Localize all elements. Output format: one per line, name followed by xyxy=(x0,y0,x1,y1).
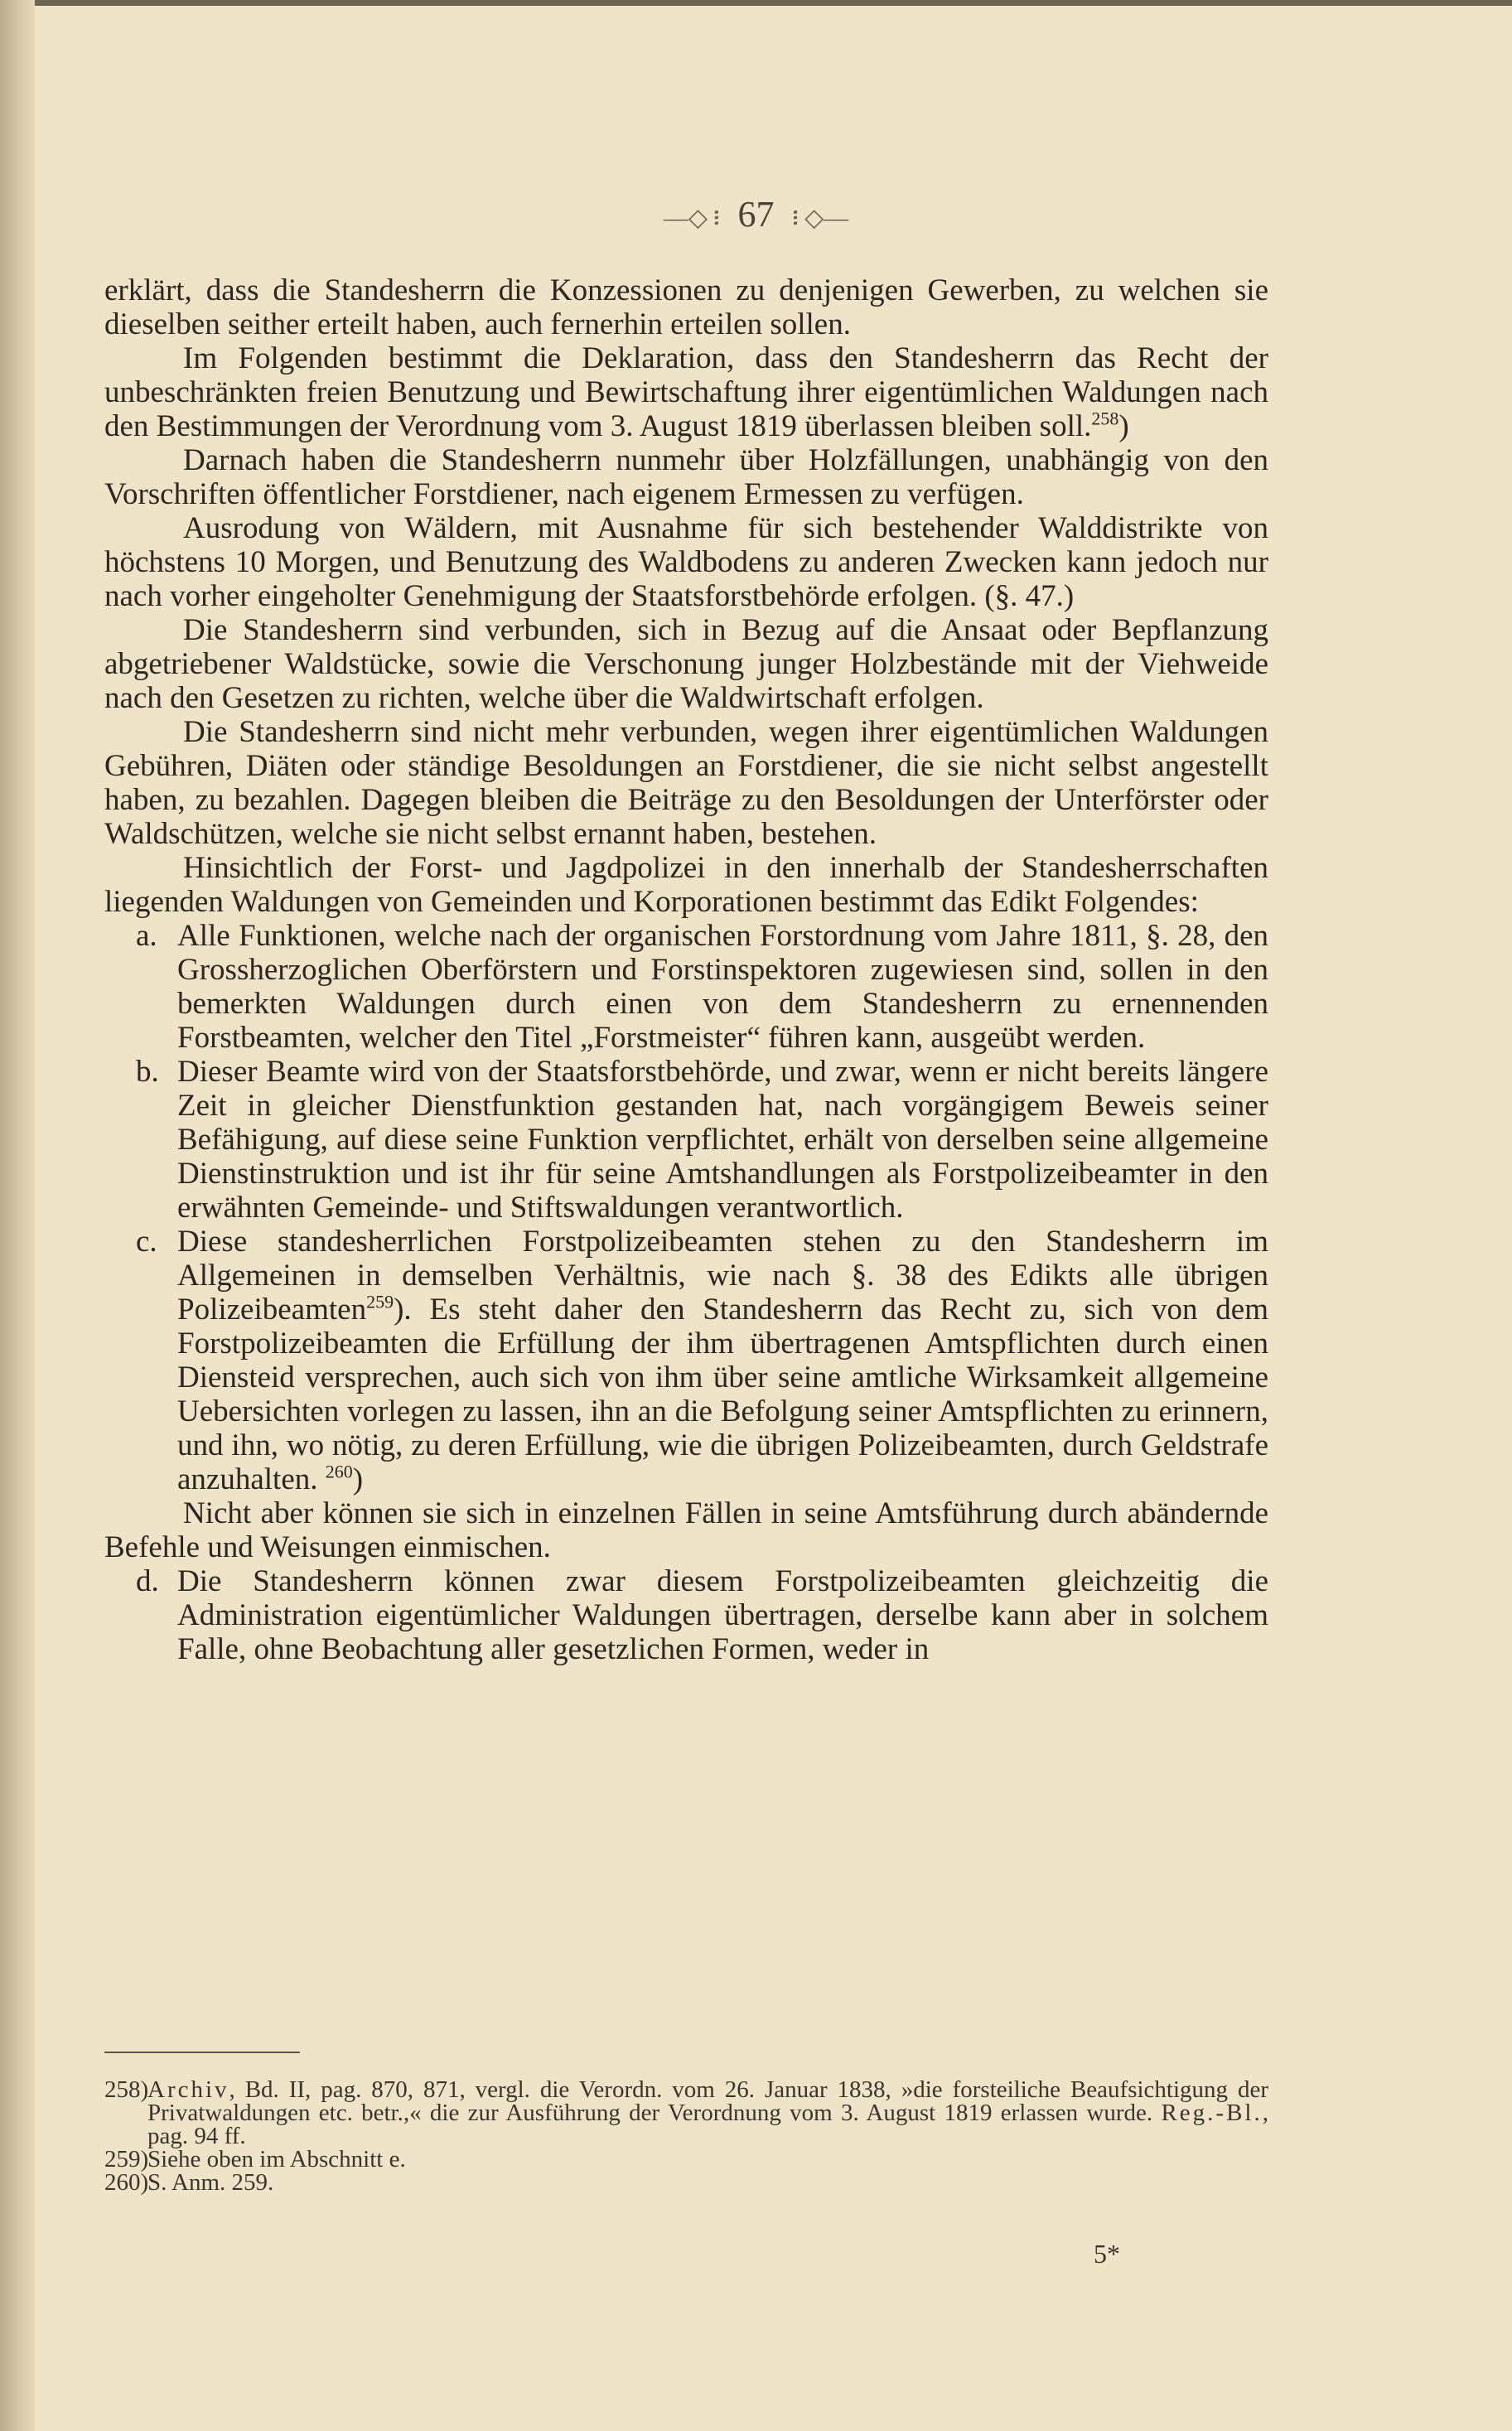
footnote-ref-259: 259 xyxy=(366,1291,394,1312)
footnote-divider xyxy=(104,2052,300,2053)
paragraph: Die Standesherrn sind verbunden, sich in Bezug auf die Ansaat oder Bepflanzung abgetriebener Waldstücke, sowie die Verschonung junger Holzbestände mit der Viehweide nach den Gesetzen zu richten, welche über die Waldwirtschaft erfolgen. xyxy=(104,613,1268,715)
paragraph: Im Folgenden bestimmt die Deklaration, dass den Standesherrn das Recht der unbeschränkten freien Benutzung und Bewirtschaftung ihrer eigentümlichen Waldungen nach den Bestimmungen der Verordnung vom 3. August 1819 überlassen bleiben soll.$^{258}$) xyxy=(104,341,1268,443)
list-label: c. xyxy=(136,1225,157,1259)
list-text: Die Standesherrn können zwar diesem Forstpolizeibeamten gleichzeitig die Administration eigentümlicher Waldungen übertragen, derselbe kann aber in solchem Falle, ohne Beobachtung aller gesetzlichen Formen, weder in xyxy=(177,1564,1268,1666)
list-label: a. xyxy=(136,919,157,953)
list-item-d xyxy=(104,1564,1268,1666)
list-item-c xyxy=(104,1225,1268,1496)
list-text-part: Diese standesherrlichen Forstpolizeibeamten stehen zu den Standesherrn im Allgemeinen in demselben Verhältnis, wie nach §. 38 des Edikts alle übrigen Polizeibeamten xyxy=(177,1225,1268,1327)
ornament-right: ፧ ◇— xyxy=(792,204,849,232)
footnote-regbl: Reg.-Bl. xyxy=(1161,2100,1263,2126)
page-top-border xyxy=(35,0,1512,6)
footnotes xyxy=(104,2078,1268,2194)
paragraph: Ausrodung von Wäldern, mit Ausnahme für sich bestehender Walddistrikte von höchstens 10 Morgen, und Benutzung des Waldbodens zu anderen Zwecken kann jedoch nur nach vorher eingeholter Genehmigung der Staatsforstbehörde erfolgen. (§. 47.) xyxy=(104,511,1268,613)
list-item-c-continuation: Nicht aber können sie sich in einzelnen Fällen in seine Amtsführung durch abändernde Befehle und Weisungen einmischen. xyxy=(104,1496,1268,1564)
footnote-archiv: Archiv xyxy=(147,2076,229,2103)
paragraph: Darnach haben die Standesherrn nunmehr über Holzfällungen, unabhängig von den Vorschriften öffentlicher Forstdiener, nach eigenem Ermessen zu verfügen. xyxy=(104,443,1268,511)
paragraph: Hinsichtlich der Forst- und Jagdpolizei in den innerhalb der Standesherrschaften liegenden Waldungen von Gemeinden und Korporationen bestimmt das Edikt Folgendes: xyxy=(104,851,1268,919)
list-label: b. xyxy=(136,1055,159,1089)
page-number: 67 xyxy=(737,194,775,234)
footnote-ref-258: 258 xyxy=(1091,408,1119,429)
page-edge-shadow xyxy=(0,0,35,2431)
body-text xyxy=(104,273,1268,1666)
footnote-ref-260: 260 xyxy=(325,1461,353,1482)
footnote-number: 259) xyxy=(104,2146,149,2172)
paragraph: erklärt, dass die Standesherrn die Konzessionen zu denjenigen Gewerben, zu welchen sie dieselben seither erteilt haben, auch fernerhin erteilen sollen. xyxy=(104,273,1268,341)
footnote-number: 260) xyxy=(104,2169,149,2196)
paragraph: Die Standesherrn sind nicht mehr verbunden, wegen ihrer eigentümlichen Waldungen Gebühren, Diäten oder ständige Besoldungen an Forstdiener, die sie nicht selbst angestellt haben, zu bezahlen. Dagegen bleiben die Beiträge zu den Besoldungen der Unterförster oder Waldschützen, welche sie nicht selbst ernannt haben, bestehen. xyxy=(104,715,1268,851)
footnote-text: Siehe oben im Abschnitt e. xyxy=(147,2146,406,2172)
footnote-259 xyxy=(104,2148,1268,2171)
list-item-a xyxy=(104,919,1268,1055)
page-header xyxy=(0,193,1512,235)
list-text: Alle Funktionen, welche nach der organischen Forstordnung vom Jahre 1811, §. 28, den Grossherzoglichen Oberförstern und Forstinspektoren zugewiesen sind, sollen in den bemerkten Waldungen durch einen von dem Standesherrn zu ernennenden Forstbeamten, welcher den Titel „Forstmeister“ führen kann, ausgeübt werden. xyxy=(177,919,1268,1055)
footnote-text-part: , Bd. II, pag. 870, 871, vergl. die Verordn. vom 26. Januar 1838, »die forsteiliche Beaufsichtigung der Privatwaldungen etc. betr.,« die zur Ausführung der Verordnung vom 3. August 1819 erlassen wurde. xyxy=(147,2076,1268,2126)
signature-mark: 5* xyxy=(1094,2239,1120,2269)
list-text: Dieser Beamte wird von der Staatsforstbehörde, und zwar, wenn er nicht bereits längere Zeit in gleicher Dienstfunktion gestanden hat, nach vorgängigem Beweis seiner Befähigung, auf diese seine Funktion verpflichtet, erhält von derselben seine allgemeine Dienstinstruktion und ist ihr für seine Amtshandlungen als Forstpolizeibeamter in den erwähnten Gemeinde- und Stiftswaldungen verantwortlich. xyxy=(177,1055,1268,1225)
footnote-260 xyxy=(104,2171,1268,2194)
list-text-part: . Es steht daher den Standesherrn das Recht zu, sich von dem Forstpolizeibeamten die Erfüllung der ihm übertragenen Amtspflichten durch einen Diensteid versprechen, auch sich von ihm über seine amtliche Wirksamkeit allgemeine Uebersichten vorlegen zu lassen, ihn an die Befolgung seiner Amtspflichten zu erinnern, und ihn, wo nötig, zu deren Erfüllung, wie die übrigen Polizeibeamten, durch Geldstrafe anzuhalten. xyxy=(177,1293,1268,1496)
footnote-text: S. Anm. 259. xyxy=(147,2169,274,2196)
footnote-text xyxy=(147,2078,1268,2148)
footnote-258 xyxy=(104,2078,1268,2148)
ornament-left: —◇ ፧ xyxy=(663,204,720,232)
list-label: d. xyxy=(136,1564,159,1598)
footnote-number: 258) xyxy=(104,2076,149,2103)
list-text: Diese standesherrlichen Forstpolizeibeamten stehen zu den Standesherrn im Allgemeinen in demselben Verhältnis, wie nach §. 38 des Edikts alle übrigen Polizeibeamten$^{259}$). Es steht daher den Standesherrn das Recht zu, sich von dem Forstpolizeibeamten die Erfüllung der ihm übertragenen Amtspflichten durch einen Diensteid versprechen, auch sich von ihm über seine amtliche Wirksamkeit allgemeine Uebersichten vorlegen zu lassen, ihn an die Befolgung seiner Amtspflichten zu erinnern, und ihn, wo nötig, zu deren Erfüllung, wie die übrigen Polizeibeamten, durch Geldstrafe anzuhalten. $^{260}$) xyxy=(177,1225,1268,1496)
list-item-b xyxy=(104,1055,1268,1225)
footnote-text-part: , pag. 94 ff. xyxy=(147,2100,1268,2149)
paragraph-text: Im Folgenden bestimmt die Deklaration, dass den Standesherrn das Recht der unbeschränkten freien Benutzung und Bewirtschaftung ihrer eigentümlichen Waldungen nach den Bestimmungen der Verordnung vom 3. August 1819 überlassen bleiben soll. xyxy=(104,341,1268,443)
